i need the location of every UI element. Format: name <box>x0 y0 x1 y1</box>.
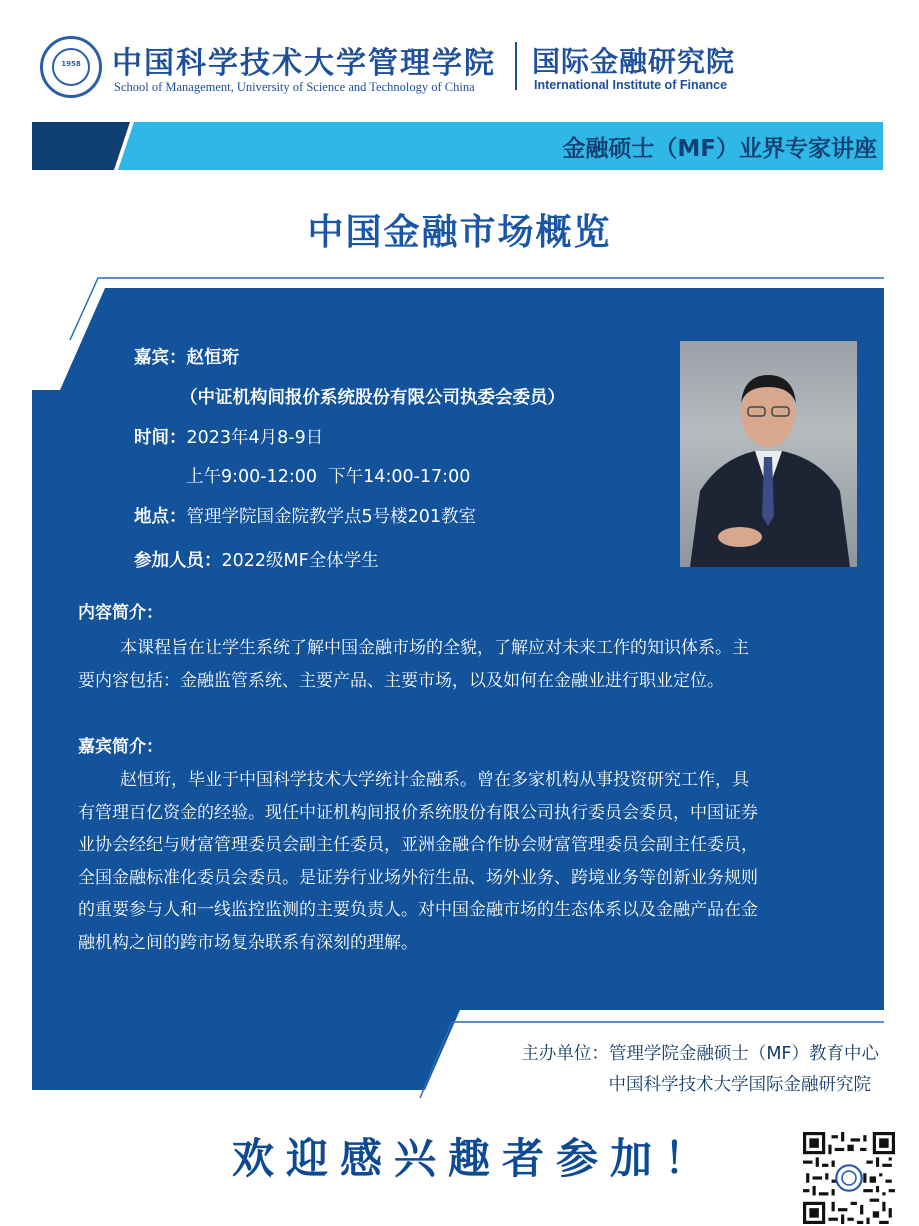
lecture-series-title: 金融硕士（MF）业界专家讲座 <box>562 136 877 162</box>
content-paragraph <box>78 632 848 697</box>
qr-code[interactable] <box>803 1132 895 1224</box>
institute-name-en: International Institute of Finance <box>534 78 728 92</box>
bio-line: 融机构之间的跨市场复杂联系有深刻的理解。 <box>78 932 418 953</box>
content-heading: 内容简介： <box>78 603 163 623</box>
lecture-title: 中国金融市场概览 <box>307 212 612 253</box>
host-line-1: 管理学院金融硕士（MF）教育中心 <box>608 1044 879 1064</box>
bio-line: 有管理百亿资金的经验。现任中证机构间报价系统股份有限公司执行委员会委员，中国证券 <box>78 802 758 823</box>
time-row <box>134 424 323 449</box>
place-value: 管理学院国金院教学点5号楼201教室 <box>186 507 477 527</box>
time-slots: 上午9:00-12:00 下午14:00-17:00 <box>186 467 471 487</box>
header-divider <box>515 42 517 90</box>
university-seal-logo <box>40 36 102 98</box>
bio-heading: 嘉宾简介： <box>78 737 163 757</box>
guest-photo <box>680 341 857 567</box>
content-line: 本课程旨在让学生系统了解中国金融市场的全貌，了解应对未来工作的知识体系。主 <box>120 638 749 658</box>
school-name-en: School of Management, University of Science and Technology of China <box>114 80 475 94</box>
bio-paragraph <box>78 764 868 959</box>
place-row <box>134 503 476 528</box>
attendees-row <box>134 547 379 572</box>
host-row <box>521 1040 879 1065</box>
welcome-slogan: 欢迎感兴趣者参加！ <box>232 1134 719 1183</box>
time-date: 2023年4月8-9日 <box>186 428 324 448</box>
guest-label: 嘉宾： <box>134 348 187 368</box>
guest-name: 赵恒珩 <box>186 348 239 368</box>
bio-line: 的重要参与人和一线监控监测的主要负责人。对中国金融市场的生态体系以及金融产品在金 <box>78 900 758 920</box>
seal-year: 1958 <box>61 60 81 68</box>
attendees-value: 2022级MF全体学生 <box>221 551 379 571</box>
school-name-cn: 中国科学技术大学管理学院 <box>112 46 496 81</box>
time-label: 时间： <box>134 428 187 448</box>
place-label: 地点： <box>134 507 187 527</box>
bio-line: 业协会经纪与财富管理委员会副主任委员，亚洲金融合作协会财富管理委员会副主任委员， <box>78 835 758 855</box>
bio-line: 赵恒珩，毕业于中国科学技术大学统计金融系。曾在多家机构从事投资研究工作，具 <box>120 770 749 790</box>
host-line-2: 中国科学技术大学国际金融研究院 <box>608 1075 871 1095</box>
guest-row <box>134 344 239 369</box>
attendees-label: 参加人员： <box>134 551 222 571</box>
guest-organization: （中证机构间报价系统股份有限公司执委会委员） <box>180 388 565 408</box>
content-line: 要内容包括：金融监管系统、主要产品、主要市场，以及如何在金融业进行职业定位。 <box>78 670 724 691</box>
institute-name-cn: 国际金融研究院 <box>532 45 736 78</box>
bio-line: 全国金融标准化委员会委员。是证券行业场外衍生品、场外业务、跨境业务等创新业务规则 <box>78 867 758 888</box>
host-label: 主办单位： <box>521 1044 609 1064</box>
